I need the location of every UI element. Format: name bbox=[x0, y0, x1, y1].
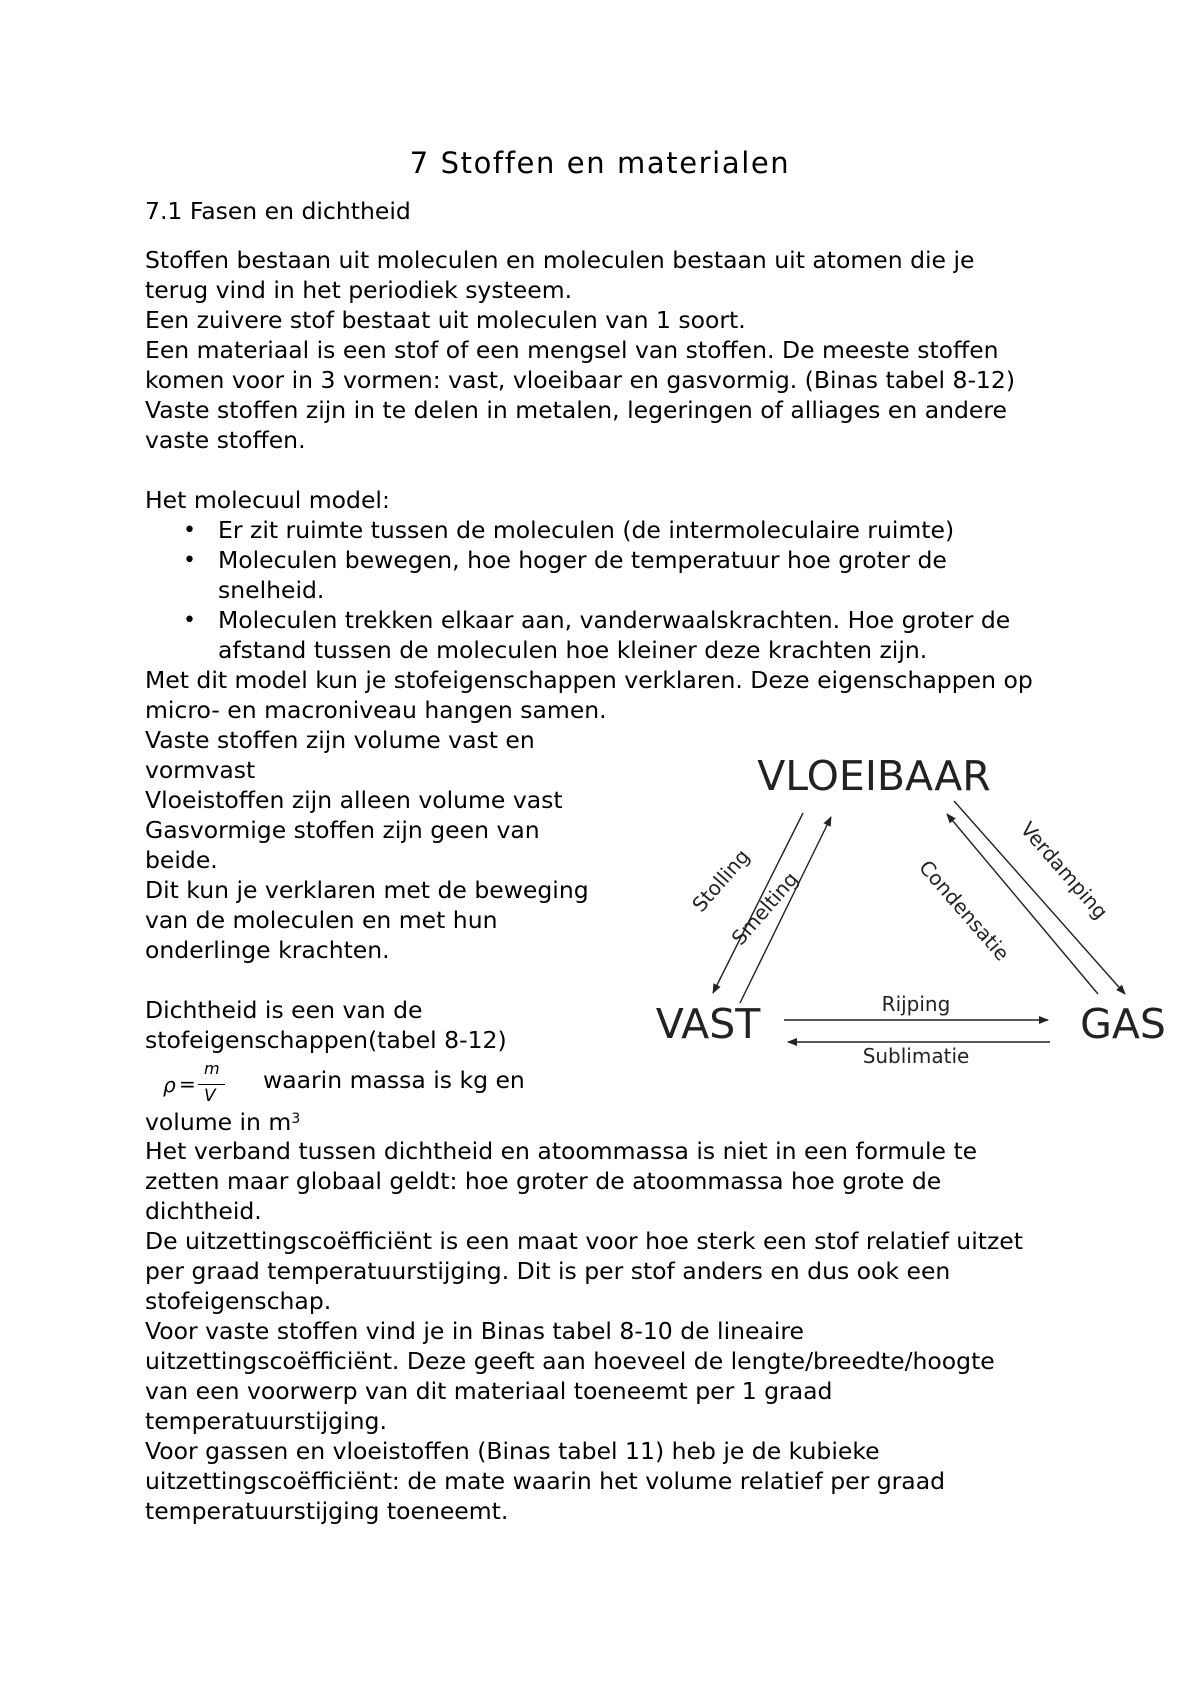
text-line: Een zuivere stof bestaat uit moleculen van 1 soort. bbox=[145, 306, 746, 334]
liquid-label: VLOEIBAAR bbox=[757, 752, 991, 800]
text-line: per graad temperatuurstijging. Dit is per stof anders en dus ook een bbox=[145, 1257, 951, 1285]
text-line: Vaste stoffen zijn volume vast en bbox=[145, 726, 535, 754]
text-line: terug vind in het periodiek systeem. bbox=[145, 276, 573, 304]
bullet-text: Er zit ruimte tussen de moleculen (de intermoleculaire ruimte) bbox=[218, 516, 955, 544]
text-line: beide. bbox=[145, 846, 218, 874]
section-heading: 7.1 Fasen en dichtheid bbox=[145, 197, 411, 225]
formula-numerator: m bbox=[204, 1059, 220, 1078]
text-line: van de moleculen en met hun bbox=[145, 906, 498, 934]
bullet-icon: • bbox=[183, 548, 196, 573]
text-line: van een voorwerp van dit materiaal toeneemt per 1 graad bbox=[145, 1377, 833, 1405]
bullet-text: Moleculen trekken elkaar aan, vanderwaalskrachten. Hoe groter de bbox=[218, 606, 1011, 634]
sublimation-label: Sublimatie bbox=[862, 1044, 970, 1068]
solid-label: VAST bbox=[655, 1000, 761, 1048]
density-formula bbox=[160, 1059, 230, 1109]
text-line: Vloeistoffen zijn alleen volume vast bbox=[145, 786, 563, 814]
gas-label: GAS bbox=[1080, 1000, 1166, 1048]
text-line: Met dit model kun je stofeigenschappen verklaren. Deze eigenschappen op bbox=[145, 666, 1033, 694]
text-line: Dichtheid is een van de bbox=[145, 996, 423, 1024]
text-line: stofeigenschap. bbox=[145, 1287, 332, 1315]
model-heading: Het molecuul model: bbox=[145, 486, 390, 514]
bullet-text: snelheid. bbox=[218, 576, 325, 604]
bullet-text: Moleculen bewegen, hoe hoger de temperatuur hoe groter de bbox=[218, 546, 947, 574]
melting-label: Smelting bbox=[726, 867, 803, 950]
text-line: Stoffen bestaan uit moleculen en moleculen bestaan uit atomen die je bbox=[145, 246, 975, 274]
bullet-icon: • bbox=[183, 608, 196, 633]
text-line: onderlinge krachten. bbox=[145, 936, 390, 964]
formula-denominator: V bbox=[204, 1086, 216, 1106]
deposition-label: Rijping bbox=[881, 992, 951, 1016]
condensation-label: Condensatie bbox=[914, 855, 1015, 966]
bullet-icon: • bbox=[183, 518, 196, 543]
text-line: Voor vaste stoffen vind je in Binas tabel 8-10 de lineaire bbox=[145, 1317, 804, 1345]
text-line: Dit kun je verklaren met de beweging bbox=[145, 876, 589, 904]
text-line: temperatuurstijging. bbox=[145, 1407, 387, 1435]
page-title: 7 Stoffen en materialen bbox=[409, 146, 791, 180]
fraction-bar bbox=[198, 1084, 225, 1085]
text-line: vormvast bbox=[145, 756, 256, 784]
text-line: Een materiaal is een stof of een mengsel van stoffen. De meeste stoffen bbox=[145, 336, 999, 364]
phase-transition-diagram bbox=[640, 745, 1180, 1075]
text-line: zetten maar globaal geldt: hoe groter de atoommassa hoe grote de bbox=[145, 1167, 942, 1195]
text-line: Voor gassen en vloeistoffen (Binas tabel 11) heb je de kubieke bbox=[145, 1437, 880, 1465]
volume-line bbox=[145, 1108, 300, 1138]
text-line: De uitzettingscoëfficiënt is een maat voor hoe sterk een stof relatief uitzet bbox=[145, 1227, 1023, 1255]
equals-sign: = bbox=[179, 1072, 196, 1096]
evaporation-label: Verdamping bbox=[1015, 817, 1113, 924]
text-line: uitzettingscoëfficiënt: de mate waarin het volume relatief per graad bbox=[145, 1467, 946, 1495]
bullet-text: afstand tussen de moleculen hoe kleiner deze krachten zijn. bbox=[218, 636, 928, 664]
rho-symbol: ρ bbox=[163, 1073, 176, 1097]
text-line: Vaste stoffen zijn in te delen in metalen, legeringen of alliages en andere bbox=[145, 396, 1007, 424]
text-line: vaste stoffen. bbox=[145, 426, 306, 454]
text-line: micro- en macroniveau hangen samen. bbox=[145, 696, 607, 724]
text-line: Het verband tussen dichtheid en atoommassa is niet in een formule te bbox=[145, 1137, 978, 1165]
text-line: stofeigenschappen(tabel 8-12) bbox=[145, 1026, 507, 1054]
text-line: dichtheid. bbox=[145, 1197, 262, 1225]
text-line: temperatuurstijging toeneemt. bbox=[145, 1497, 509, 1525]
text-line: uitzettingscoëfficiënt. Deze geeft aan hoeveel de lengte/breedte/hoogte bbox=[145, 1347, 995, 1375]
volume-exponent: 3 bbox=[291, 1111, 301, 1127]
text-line: komen voor in 3 vormen: vast, vloeibaar en gasvormig. (Binas tabel 8-12) bbox=[145, 366, 1016, 394]
text-line: Gasvormige stoffen zijn geen van bbox=[145, 816, 540, 844]
formula-description: waarin massa is kg en bbox=[263, 1066, 525, 1094]
freezing-label: Stolling bbox=[687, 844, 755, 917]
volume-text: volume in m bbox=[145, 1108, 292, 1136]
